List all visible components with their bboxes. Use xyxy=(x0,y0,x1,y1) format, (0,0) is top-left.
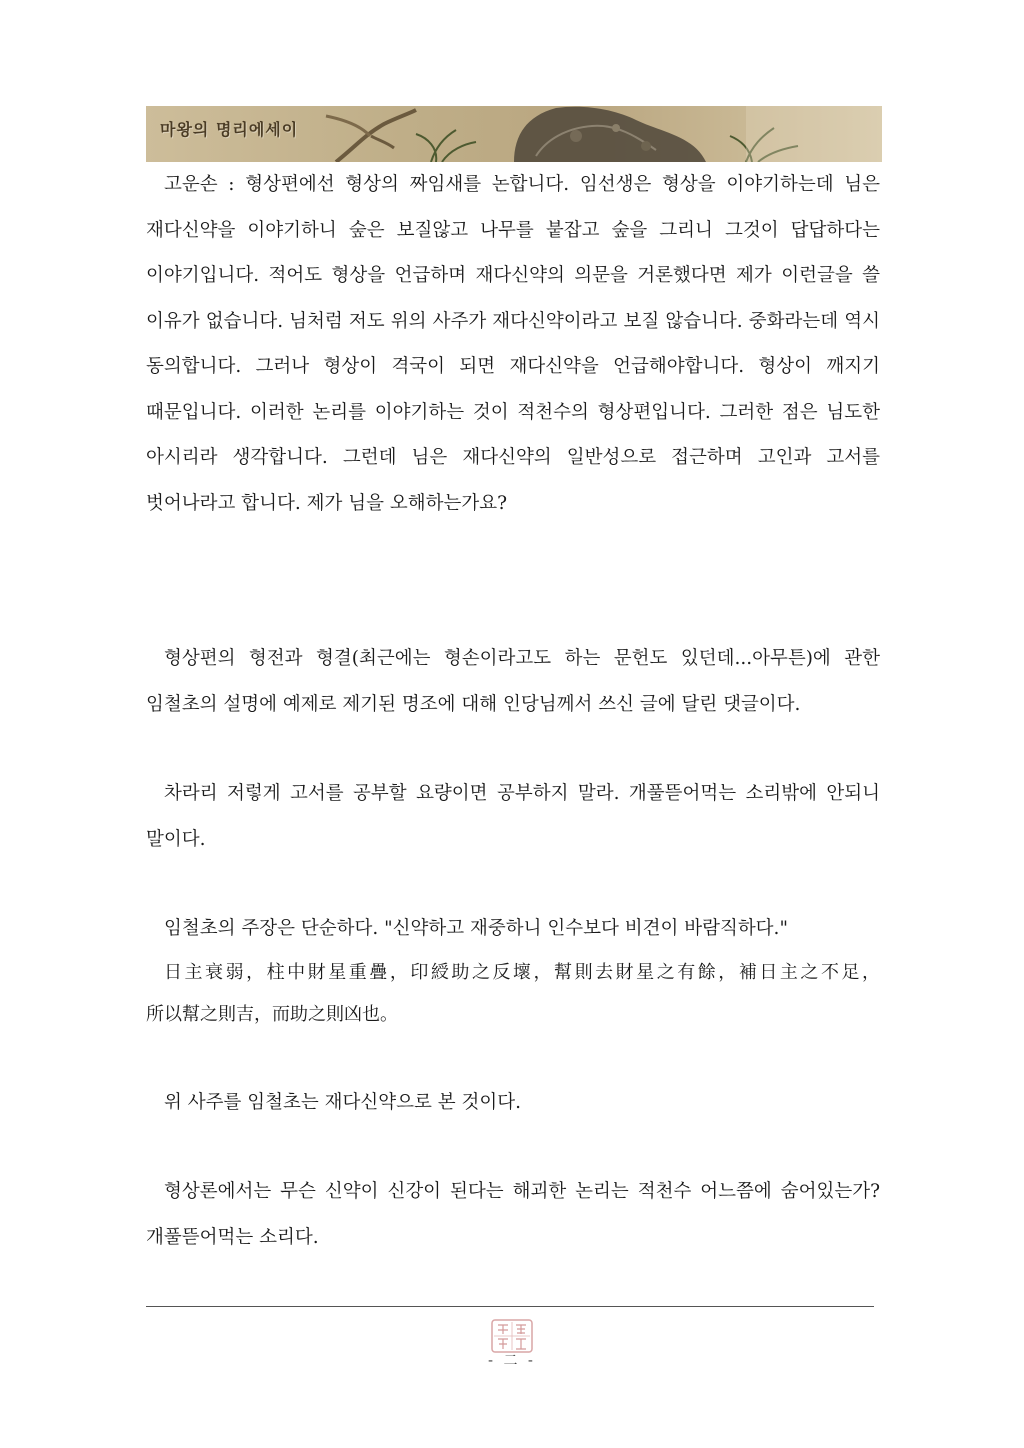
paragraph-claim: 임철초의 주장은 단순하다. "신약하고 재중하니 인수보다 비견이 바람직하다." xyxy=(164,918,788,939)
document-body xyxy=(146,162,880,1260)
author-seal-stamp xyxy=(490,1318,534,1354)
paragraph-context: 형상편의 형전과 형결(최근에는 형손이라고도 하는 문헌도 있던데...아무튼)에 관한 임철초의 설명에 예제로 제기된 명조에 대해 인당님께서 쓰신 글에 달린 댓글이다. xyxy=(146,648,880,715)
paragraph-commenter-quote: 고운손 : 형상편에선 형상의 짜임새를 논합니다. 임선생은 형상을 이야기하는데 님은 재다신약을 이야기하니 숲은 보질않고 나무를 붙잡고 숲을 그리니 그것이 답답하다는 이야기입니다. 적어도 형상을 언급하며 재다신약의 의문을 거론했다면 제가 이런글을 쓸 이유가 없습니다. 님처럼 저도 위의 사주가 재다신약이라고 보질 않습니다. 중화라는데 역시 동의합니다. 그러나 형상이 격국이 되면 재다신약을 언급해야합니다. 형상이 깨지기 때문입니다. 이러한 논리를 이야기하는 것이 적천수의 형상편입니다. 그러한 점은 님도한 아시리라 생각합니다. 그런데 님은 재다신약의 일반성으로 접근하며 고인과 고서를 벗어나라고 합니다. 제가 님을 오해하는가요? xyxy=(146,174,881,514)
paragraph-response: 차라리 저렇게 고서를 공부할 요량이면 공부하지 말라. 개풀뜯어먹는 소리밖에 안되니 말이다. xyxy=(146,783,880,850)
header-banner xyxy=(146,106,882,162)
page-number: - 二 - xyxy=(487,1353,536,1369)
footer-divider xyxy=(146,1306,874,1307)
banner-title: 마왕의 명리에세이 xyxy=(160,120,299,139)
paragraph-conclusion: 형상론에서는 무슨 신약이 신강이 된다는 해괴한 논리는 적천수 어느쯤에 숨어있는가? 개풀뜯어먹는 소리다. xyxy=(146,1181,880,1248)
paragraph-classical-quote: 日主衰弱，柱中財星重疊，印綬助之反壞，幫則去財星之有餘，補日主之不足，所以幫之則吉，而助之則凶也。 xyxy=(146,961,880,1025)
paragraph-interpretation: 위 사주를 임철초는 재다신약으로 본 것이다. xyxy=(164,1091,521,1113)
